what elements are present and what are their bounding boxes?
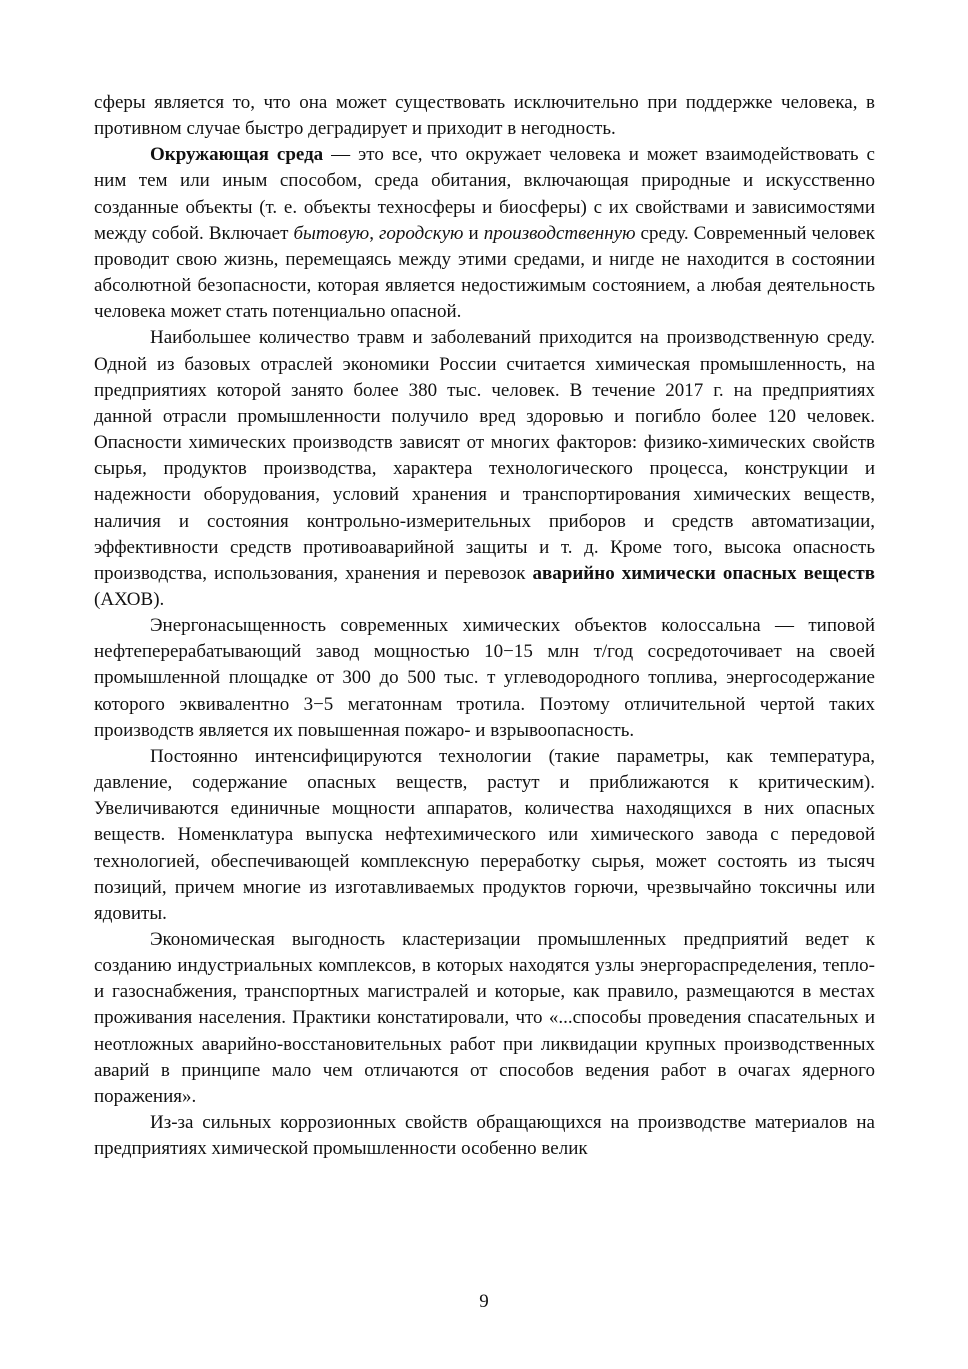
text-run: Энергонасыщенность современных химических объектов колоссальна — типовой нефтеперерабатывающий завод мощностью 10−15 млн т/год сосредоточивает на своей промышленной площадке от 300 до 500 тыс. т углеводородного топлива, энергосодержание которого эквивалентно 3−5 мегатоннам тротила. Поэтому отличительной чертой таких производств является их повышенная пожаро- и взрывоопасность. bbox=[94, 615, 875, 741]
text-run: Наибольшее количество травм и заболеваний приходится на производственную среду. Одной из базовых отраслей экономики России считается химическая промышленность, на предприятиях которой занято более 380 тыс. человек. В течение 2017 г. на предприятиях данной отрасли промышленности получило вред здоровью и погибло более 120 человек. Опасности химических производств зависят от многих факторов: физико-химических свойств сырья, продуктов производства, характера технологического процесса, конструкции и надежности оборудования, условий хранения и транспортирования химических веществ, наличия и состояния контрольно-измерительных приборов и средств автоматизации, эффективности средств противоаварийной защиты и т. д. Кроме того, высока опасность производства, использования, хранения и перевозок bbox=[94, 327, 875, 584]
paragraph bbox=[94, 613, 875, 744]
paragraph bbox=[94, 142, 875, 325]
text-run: — это все, что окружает человека и может взаимодействовать с ним тем или иным способом, среда обитания, включающая природные и искусственно созданные объекты (т. е. объекты техносферы и биосферы) с их свойствами и зависимостями между собой. Включает bbox=[94, 144, 875, 244]
text-run: сферы является то, что она может существовать исключительно при поддержке человека, в противном случае быстро деградирует и приходит в негодность. bbox=[94, 92, 875, 140]
text-run: , bbox=[369, 222, 379, 244]
paragraph bbox=[94, 90, 875, 142]
italic-term: бытовую bbox=[293, 222, 370, 244]
paragraph bbox=[94, 744, 875, 927]
bold-term: Окружающая среда bbox=[150, 144, 324, 166]
body-text bbox=[94, 90, 875, 1162]
text-run: Постоянно интенсифицируются технологии (такие параметры, как температура, давление, содержание опасных веществ, растут и приближаются к критическим). Увеличиваются единичные мощности аппаратов, количества находящихся в них опасных веществ. Номенклатура выпуска нефтехимического или химического завода с передовой технологией, обеспечивающей комплексную переработку сырья, может состоять из тысяч позиций, причем многие из изготавливаемых продуктов горючи, чрезвычайно токсичны или ядовиты. bbox=[94, 745, 875, 924]
paragraph bbox=[94, 1110, 875, 1162]
paragraph bbox=[94, 325, 875, 613]
text-run: среду. Современный человек проводит свою жизнь, перемещаясь между этими средами, и нигде не находится в состоянии абсолютной безопасности, которая является недостижимым состоянием, а любая деятельность человека может стать потенциально опасной. bbox=[94, 222, 876, 323]
bold-term: аварийно химически опасных веществ bbox=[532, 562, 875, 584]
text-run: Экономическая выгодность кластеризации промышленных предприятий ведет к созданию индустриальных комплексов, в которых находятся узлы энергораспределения, тепло- и газоснабжения, транспортных магистралей и которые, как правило, размещаются в местах проживания населения. Практики констатировали, что «...способы проведения спасательных и неотложных аварийно-восстановительных работ при ликвидации крупных производственных аварий в принципе мало чем отличаются от способов ведения работ в очагах ядерного поражения». bbox=[94, 929, 875, 1107]
text-run: Из-за сильных коррозионных свойств обращающихся на производстве материалов на предприятиях химической промышленности особенно велик bbox=[94, 1112, 875, 1160]
italic-term: производственную bbox=[483, 222, 636, 244]
italic-term: городскую bbox=[379, 222, 464, 244]
paragraph bbox=[94, 927, 875, 1110]
text-run: (АХОВ). bbox=[94, 588, 165, 610]
text-run: и bbox=[463, 222, 484, 244]
page-number: 9 bbox=[479, 1291, 489, 1312]
